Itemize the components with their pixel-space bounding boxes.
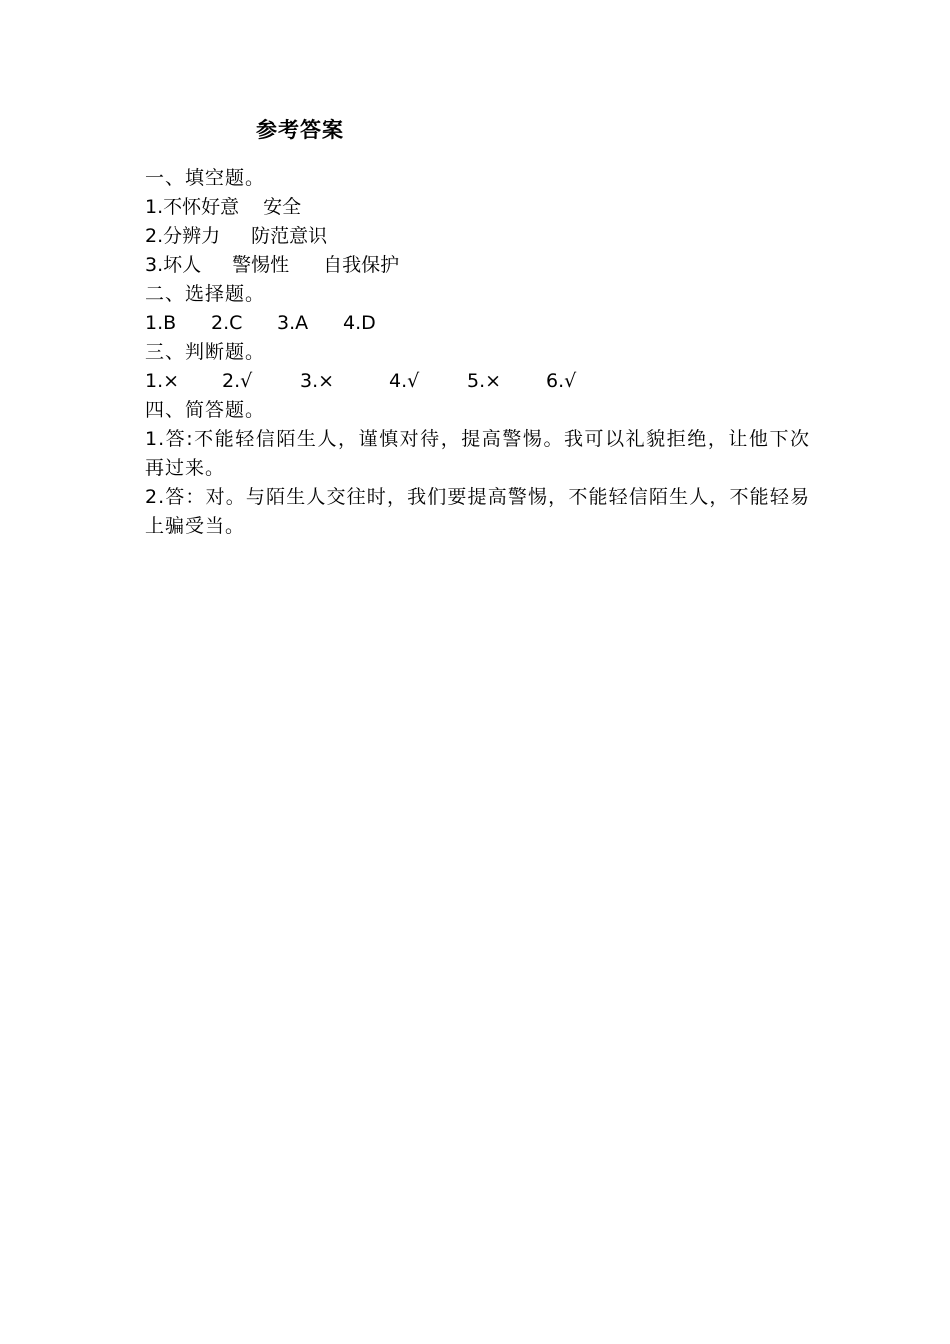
short-answer-2: 2.答：对。与陌生人交往时，我们要提高警惕，不能轻信陌生人，不能轻易上骗受当。 bbox=[145, 486, 810, 537]
item-number: 2. bbox=[145, 225, 164, 247]
answer-text: 不怀好意 bbox=[163, 196, 240, 218]
section-heading-judge: 三、判断题。 bbox=[145, 341, 266, 363]
judge-answer: 3.× bbox=[300, 370, 335, 392]
choice-answer: 1.B bbox=[145, 312, 177, 334]
choice-answer: 3.A bbox=[277, 312, 309, 334]
choice-answer: 2.C bbox=[211, 312, 243, 334]
page-title: 参考答案 bbox=[256, 118, 344, 142]
fill-blank-answer-1 bbox=[145, 193, 810, 222]
section-heading-fill-blank: 一、填空题。 bbox=[145, 167, 266, 189]
judge-answers bbox=[145, 367, 810, 396]
answer-content bbox=[145, 164, 810, 541]
short-answer-1: 1.答:不能轻信陌生人，谨慎对待，提高警惕。我可以礼貌拒绝，让他下次再过来。 bbox=[145, 428, 810, 479]
judge-answer: 2.√ bbox=[222, 370, 253, 392]
answer-text: 自我保护 bbox=[323, 254, 400, 276]
judge-answer: 5.× bbox=[467, 370, 502, 392]
fill-blank-answer-3 bbox=[145, 251, 810, 280]
judge-answer: 6.√ bbox=[546, 370, 577, 392]
answer-text: 防范意识 bbox=[251, 225, 328, 247]
fill-blank-answer-2 bbox=[145, 222, 810, 251]
judge-answer: 1.× bbox=[145, 370, 180, 392]
answer-text: 分辨力 bbox=[163, 225, 221, 247]
choice-answers bbox=[145, 309, 810, 338]
judge-answer: 4.√ bbox=[389, 370, 420, 392]
section-heading-choice: 二、选择题。 bbox=[145, 283, 266, 305]
answer-text: 安全 bbox=[263, 196, 302, 218]
section-heading-short-answer: 四、简答题。 bbox=[145, 399, 266, 421]
answer-text: 警惕性 bbox=[232, 254, 290, 276]
item-number: 1. bbox=[145, 196, 164, 218]
item-number: 3. bbox=[145, 254, 164, 276]
choice-answer: 4.D bbox=[343, 312, 376, 334]
answer-text: 坏人 bbox=[163, 254, 202, 276]
